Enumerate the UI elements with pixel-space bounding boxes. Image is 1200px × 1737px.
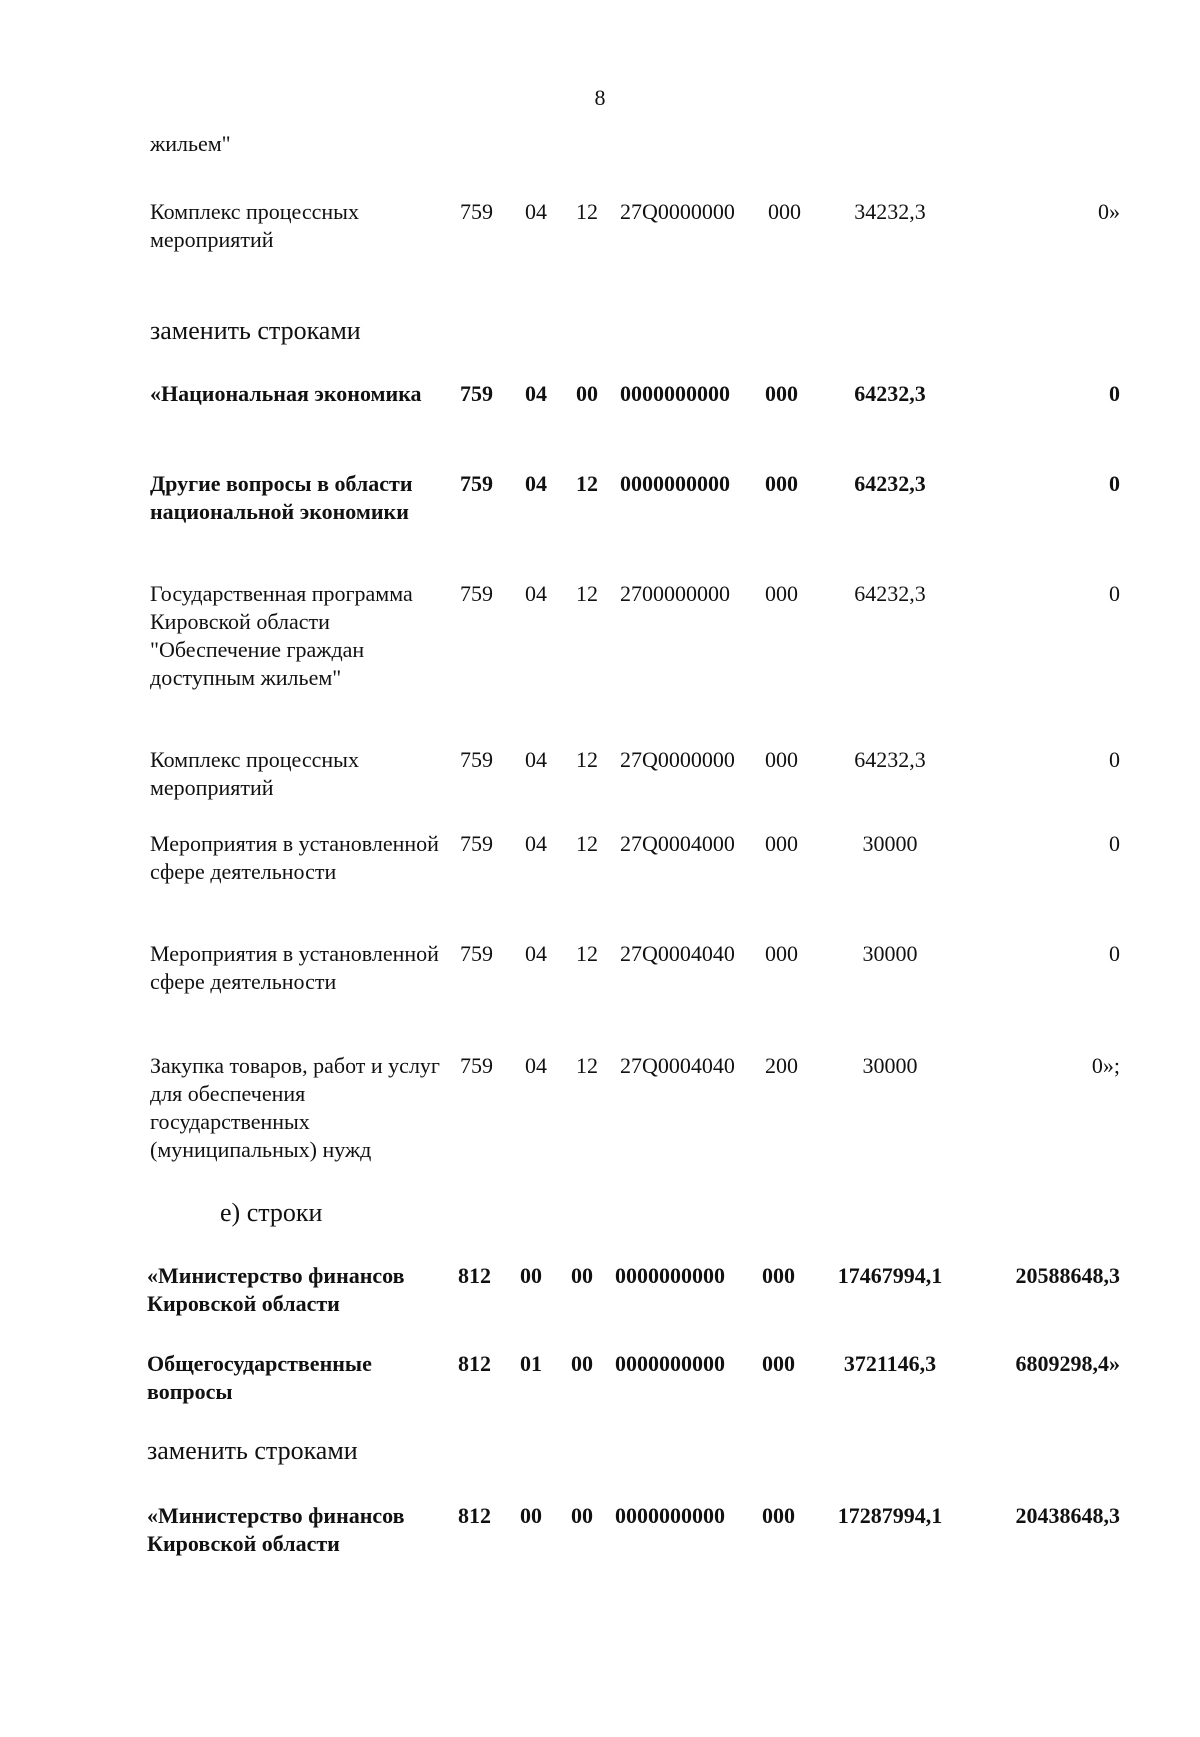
cell-ministry-code: 812 [458, 1503, 491, 1528]
cell-expense-type: 000 [762, 1503, 795, 1528]
cell-ministry-code: 759 [460, 581, 493, 606]
cell-amount-2: 0 [1109, 831, 1120, 856]
cell-amount-1: 17287994,1 [837, 1503, 943, 1528]
row-name: Мероприятия в установленной сфере деятельности [150, 831, 439, 884]
cell-amount-1: 30000 [862, 941, 918, 966]
cell-target-article: 27Q0004000 [620, 831, 735, 856]
page-number: 8 [594, 85, 606, 110]
replace-label-2: заменить строками [147, 1436, 358, 1465]
cell-expense-type: 000 [765, 831, 798, 856]
cell-section: 00 [520, 1503, 542, 1528]
cell-amount-2: 0»; [1091, 1053, 1120, 1078]
cell-amount-1: 64232,3 [854, 471, 926, 496]
cell-amount-1: 64232,3 [854, 581, 926, 606]
cell-ministry-code: 759 [460, 941, 493, 966]
cell-subsection: 12 [576, 1053, 598, 1078]
cell-amount-1: 30000 [862, 831, 918, 856]
cell-expense-type: 000 [762, 1351, 795, 1376]
cell-amount-1: 17467994,1 [837, 1263, 943, 1288]
cell-amount-2: 0 [1109, 581, 1120, 606]
cell-ministry-code: 759 [460, 381, 493, 406]
cell-ministry-code: 759 [460, 199, 493, 224]
cell-target-article: 0000000000 [620, 381, 730, 406]
cell-expense-type: 000 [768, 199, 801, 224]
cell-amount-2: 0 [1109, 471, 1120, 496]
cell-amount-1: 34232,3 [854, 199, 926, 224]
cell-ministry-code: 759 [460, 831, 493, 856]
cell-target-article: 0000000000 [615, 1503, 725, 1528]
cell-amount-2: 0 [1109, 747, 1120, 772]
cell-expense-type: 000 [765, 471, 798, 496]
cell-target-article: 0000000000 [615, 1351, 725, 1376]
cell-ministry-code: 759 [460, 471, 493, 496]
cell-amount-1: 64232,3 [854, 747, 926, 772]
cell-expense-type: 000 [765, 941, 798, 966]
cell-target-article: 0000000000 [620, 471, 730, 496]
row-name: жильем" [150, 131, 231, 156]
cell-amount-1: 64232,3 [854, 381, 926, 406]
cell-expense-type: 200 [765, 1053, 798, 1078]
cell-ministry-code: 812 [458, 1263, 491, 1288]
cell-amount-2: 20438648,3 [1015, 1503, 1120, 1528]
cell-ministry-code: 812 [458, 1351, 491, 1376]
row-name: Комплекс процессных мероприятий [150, 747, 359, 800]
cell-expense-type: 000 [765, 381, 798, 406]
cell-subsection: 00 [576, 381, 598, 406]
cell-target-article: 27Q0000000 [620, 747, 735, 772]
row-name: Государственная программа Кировской области "Обеспечение граждан доступным жильем" [150, 581, 413, 690]
cell-target-article: 0000000000 [615, 1263, 725, 1288]
row-name: Закупка товаров, работ и услуг для обеспечения государственных (муниципальных) нужд [150, 1053, 440, 1162]
cell-section: 04 [525, 471, 547, 496]
row-name: «Национальная экономика [150, 381, 422, 406]
row-name: «Министерство финансов Кировской области [147, 1503, 405, 1556]
row-name: «Министерство финансов Кировской области [147, 1263, 405, 1316]
cell-section: 04 [525, 199, 547, 224]
cell-section: 04 [525, 941, 547, 966]
cell-amount-2: 20588648,3 [1015, 1263, 1120, 1288]
cell-subsection: 00 [571, 1351, 593, 1376]
cell-section: 04 [525, 1053, 547, 1078]
cell-section: 01 [520, 1351, 542, 1376]
cell-target-article: 27Q0000000 [620, 199, 735, 224]
row-name: Комплекс процессных мероприятий [150, 199, 359, 252]
cell-ministry-code: 759 [460, 1053, 493, 1078]
cell-section: 04 [525, 581, 547, 606]
cell-subsection: 12 [576, 199, 598, 224]
cell-subsection: 12 [576, 581, 598, 606]
cell-subsection: 12 [576, 941, 598, 966]
row-name: Общегосударственные вопросы [147, 1351, 372, 1404]
cell-section: 04 [525, 381, 547, 406]
cell-expense-type: 000 [765, 747, 798, 772]
cell-subsection: 00 [571, 1503, 593, 1528]
cell-amount-2: 0» [1098, 199, 1120, 224]
cell-section: 00 [520, 1263, 542, 1288]
cell-ministry-code: 759 [460, 747, 493, 772]
replace-label-1: заменить строками [150, 316, 361, 345]
cell-subsection: 12 [576, 831, 598, 856]
row-name: Мероприятия в установленной сфере деятельности [150, 941, 439, 994]
cell-subsection: 12 [576, 471, 598, 496]
cell-expense-type: 000 [765, 581, 798, 606]
cell-target-article: 27Q0004040 [620, 1053, 735, 1078]
cell-amount-1: 3721146,3 [843, 1351, 937, 1376]
cell-amount-2: 6809298,4» [1015, 1351, 1120, 1376]
cell-amount-1: 30000 [862, 1053, 918, 1078]
cell-amount-2: 0 [1109, 941, 1120, 966]
row-name: Другие вопросы в области национальной экономики [150, 471, 413, 524]
cell-section: 04 [525, 831, 547, 856]
section-e-label: е) строки [220, 1198, 323, 1227]
cell-target-article: 27Q0004040 [620, 941, 735, 966]
cell-subsection: 12 [576, 747, 598, 772]
cell-section: 04 [525, 747, 547, 772]
cell-expense-type: 000 [762, 1263, 795, 1288]
cell-amount-2: 0 [1109, 381, 1120, 406]
cell-subsection: 00 [571, 1263, 593, 1288]
cell-target-article: 2700000000 [620, 581, 730, 606]
